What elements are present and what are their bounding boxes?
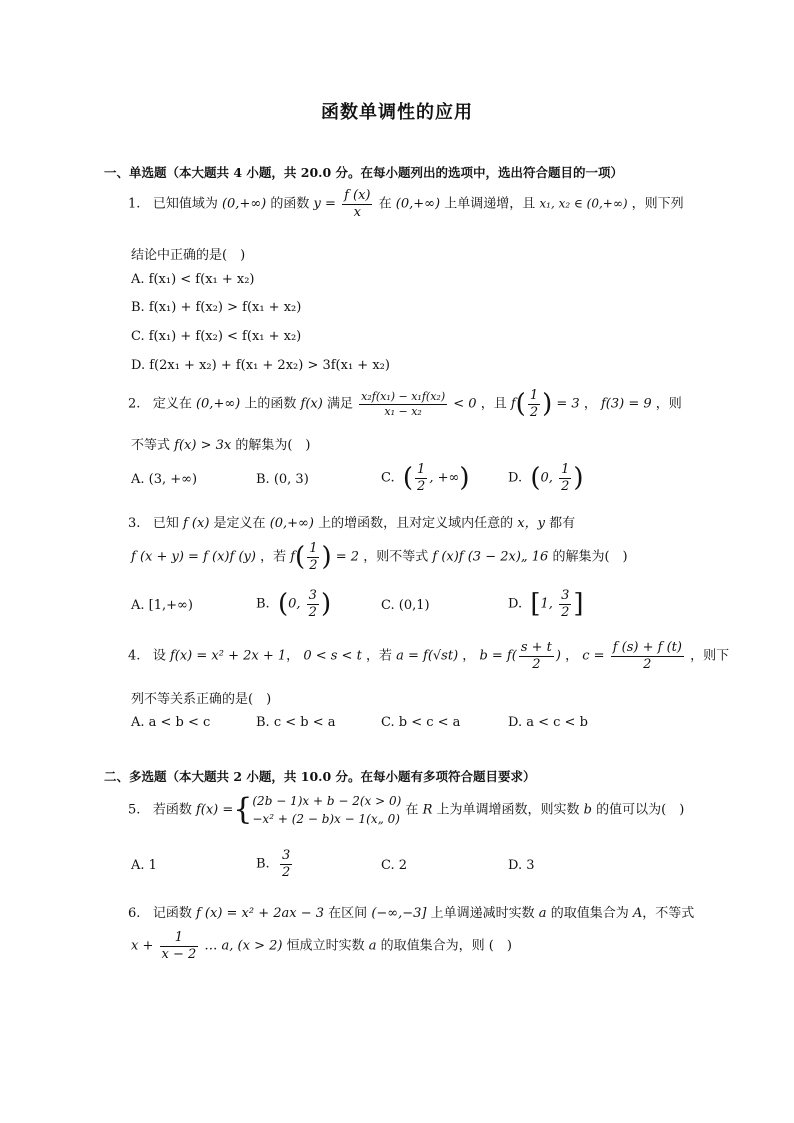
option-c: C. b < c < a	[381, 715, 461, 730]
question-2-continuation: 不等式 f(x) > 3x 的解集为( )	[131, 438, 311, 453]
option-a: A. a < b < c	[131, 715, 211, 730]
section-heading-single: 一、单选题（本大题共 4 小题，共 20.0 分。在每小题列出的选项中，选出符合题目的一项）	[104, 165, 624, 180]
option-d: D. (0, $\frac{1}{2}$ )	[508, 462, 584, 494]
option-b: B. (0, $\frac{3}{2}$ )	[256, 588, 332, 620]
question-3: 3. 已知 f (x) 是定义在 (0,+∞) 上的增函数，且对定义域内任意的 x，y 都有	[128, 516, 576, 531]
question-1: 1. 已知值域为 (0,+∞) 的函数 y = $\frac{f (x)}{x}$ 在 (0,+∞) 上单调递增，且 x₁, x₂ ∈ (0,+∞) ，则下列	[128, 188, 684, 220]
option-a: A. [1,+∞)	[131, 598, 193, 613]
option-c: C. ( $\frac{1}{2}$ , +∞)	[381, 462, 470, 494]
question-6-continuation: x + $\frac{1}{x - 2}$ … a, (x > 2) 恒成立时实数 a 的取值集合为，则 ( )	[131, 930, 512, 962]
option-b: B. (0, 3)	[256, 472, 309, 487]
option-d: D. [1, $\frac{3}{2}$ ]	[508, 588, 584, 620]
question-number: 3.	[128, 516, 141, 531]
question-number: 5.	[128, 802, 141, 818]
question-2: 2. 定义在 (0,+∞) 上的函数 f(x) 满足 $\frac{\text{x₂f(x₁) − x₁f(x₂)}}{\text{x₁ − x₂}}$ < 0 ，且 f( $\frac{1}{2}$ ) = 3 ， f(3) = 9 ，则	[128, 388, 682, 420]
option-c: C. (0,1)	[381, 598, 430, 613]
option-c: C. f(x₁) + f(x₂) < f(x₁ + x₂)	[131, 329, 302, 344]
option-d: D. 3	[508, 858, 535, 873]
option-b: B. $\frac{3}{2}$	[256, 848, 291, 880]
question-1-continuation: 结论中正确的是( )	[131, 248, 246, 263]
question-4-continuation: 列不等关系正确的是( )	[131, 692, 272, 707]
section-heading-multi: 二、多选题（本大题共 2 小题，共 10.0 分。在每小题有多项符合题目要求）	[104, 769, 536, 784]
option-b: B. c < b < a	[256, 715, 336, 730]
question-number: 6.	[128, 906, 141, 921]
fraction: $\frac{\text{x₂f(x₁) − x₁f(x₂)}}{\text{x₁ − x₂}}$	[361, 390, 446, 418]
option-a: A. f(x₁) < f(x₁ + x₂)	[131, 272, 255, 287]
option-d: D. a < c < b	[508, 715, 588, 730]
question-6: 6. 记函数 f (x) = x² + 2ax − 3 在区间 (−∞,−3] 上单调递减时实数 a 的取值集合为 A，不等式	[128, 906, 695, 921]
question-number: 4.	[128, 648, 141, 664]
option-a: A. 1	[131, 858, 157, 873]
page-title: 函数单调性的应用	[321, 102, 473, 123]
question-5: 5. 若函数 f(x) ={ (2b − 1)x + b − 2(x > 0) −x² + (2 − b)x − 1(x„ 0) 在 R 上为单调增函数，则实数 b 的值可以为( )	[128, 792, 685, 827]
question-4: 4. 设 f(x) = x² + 2x + 1， 0 < s < t ，若 a = f(√st) ， b = f( $\frac{s + t}{2}$ ) ， c = $\frac{f (s) + f (t)}{2}$ ，则下	[128, 640, 730, 672]
fraction: $\frac{f (x)}{x}$	[344, 188, 371, 220]
option-a: A. (3, +∞)	[131, 472, 198, 487]
question-number: 1.	[128, 196, 141, 212]
option-b: B. f(x₁) + f(x₂) > f(x₁ + x₂)	[131, 300, 302, 315]
question-3-continuation: f (x + y) = f (x)f (y) ，若 f( $\frac{1}{2}$ ) = 2 ，则不等式 f (x)f (3 − 2x)„ 16 的解集为( )	[131, 541, 628, 573]
option-d: D. f(2x₁ + x₂) + f(x₁ + 2x₂) > 3f(x₁ + x₂)	[131, 358, 390, 373]
question-number: 2.	[128, 396, 141, 412]
option-c: C. 2	[381, 858, 408, 873]
fraction: $\frac{1}{2}$	[529, 388, 539, 420]
